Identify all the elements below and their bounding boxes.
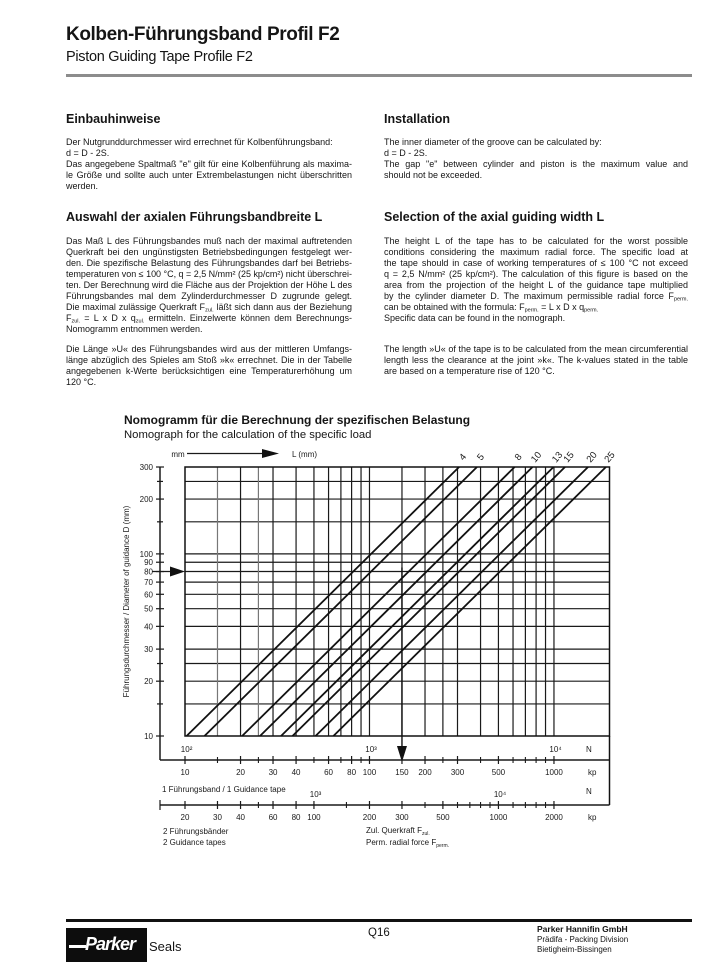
n-unit-2: N: [586, 787, 592, 796]
x2-tick-label-2000: 2000: [545, 813, 563, 822]
n-label-2: 10⁴: [493, 790, 507, 799]
text-line: [66, 280, 352, 291]
y-tick-label-300: 300: [139, 463, 153, 472]
text-segment: by the cylinder diameter D. The maximum permissible radial force F: [384, 291, 674, 301]
l-line-label-15: 15: [561, 449, 577, 465]
text-line: [66, 302, 352, 313]
text-line-content: The length »U« of the tape is to be calculated from the mean circumferential: [384, 344, 688, 354]
text-line: [66, 355, 352, 366]
text-line: [66, 170, 352, 181]
section-body-length-de: [66, 344, 352, 388]
n-label-2: 10³: [309, 790, 322, 799]
text-line-content: [384, 302, 598, 312]
l-line-25: [333, 467, 606, 736]
text-line: [66, 137, 352, 148]
text-line: [384, 280, 688, 291]
text-line: [66, 313, 352, 324]
l-line-20: [316, 467, 589, 736]
x1-tick-label-500: 500: [491, 768, 506, 777]
l-line-15: [292, 467, 565, 736]
y-tick-label-60: 60: [144, 590, 153, 600]
text-line-content: the tape should in case of working temperatures of ≤ 100 °C not exceed: [384, 258, 688, 268]
l-line-label-8: 8: [512, 451, 525, 463]
section-heading-selection-en: Selection of the axial guiding width L: [384, 210, 605, 224]
text-line-content: conditions considering the maximum radial force. The specific load at: [384, 247, 688, 257]
x1-tick-label-40: 40: [291, 768, 301, 777]
force-label-de: [366, 826, 430, 837]
subscript: zul.: [135, 318, 145, 325]
y-tick-label-10: 10: [144, 732, 153, 741]
section-body-installation-de: [66, 137, 352, 192]
text-line-content: länge abzüglich des Spieles am Stoß »k« errechnet. Die in der Tabelle: [66, 355, 352, 365]
text-line-content: The gap "e" between cylinder and piston is the maximum value and: [384, 159, 688, 169]
parker-logo: [66, 928, 147, 962]
x2-unit: kp: [588, 813, 597, 822]
text-line-content: Specific data can be found in the nomograph.: [384, 313, 566, 323]
x1-tick-label-10: 10: [180, 768, 190, 777]
section-heading-selection-de: Auswahl der axialen Führungsbandbreite L: [66, 210, 323, 224]
x1-tick-label-300: 300: [450, 768, 465, 777]
company-division: Prädifa - Packing Division: [537, 935, 629, 944]
x-axis-1-title: 1 Führungsband / 1 Guidance tape: [162, 785, 286, 794]
x1-tick-label-20: 20: [236, 768, 245, 777]
text-line: [384, 236, 688, 247]
text-segment: = L x D x q: [538, 302, 585, 312]
x1-tick-label-60: 60: [324, 768, 334, 777]
text-line: [384, 258, 688, 269]
page-title: Kolben-Führungsband Profil F2: [66, 24, 340, 45]
text-line: [384, 170, 688, 181]
section-body-selection-en: [384, 236, 688, 324]
text-line: [66, 148, 352, 159]
y-tick-label-50: 50: [144, 604, 153, 614]
x2-tick-label-80: 80: [291, 813, 301, 822]
n-label-1: 10³: [365, 745, 377, 754]
nomogram-subtitle: Nomograph for the calculation of the specific load: [124, 429, 372, 441]
force-label-text: Perm. radial force F: [366, 838, 437, 847]
text-line: [384, 344, 688, 355]
text-line-content: are based on a temperature rise of 120 °C.: [384, 366, 555, 376]
example-arrow-d-head-icon: [170, 567, 185, 577]
y-tick-label-200: 200: [139, 495, 153, 505]
subscript: zul.: [205, 307, 214, 314]
text-line-content: [66, 313, 352, 323]
section-body-length-en: [384, 344, 688, 377]
text-line: [384, 159, 688, 170]
text-line-content: length less the clearance at the joint »k«. The k-values stated in the table: [384, 355, 688, 365]
x2-tick-label-200: 200: [362, 813, 377, 822]
text-line: [384, 247, 688, 258]
nomogram-title: Nomogramm für die Berechnung der spezifischen Belastung: [124, 413, 471, 427]
x1-unit: kp: [588, 768, 597, 777]
logo-bar-icon: [69, 945, 86, 948]
x1-tick-label-1000: 1000: [545, 768, 563, 777]
text-segment: = L x D x q: [80, 313, 136, 323]
section-heading-installation-en: Installation: [384, 112, 450, 126]
text-line-content: Die Länge »U« des Führungsbandes wird aus der mittleren Umfangs-: [66, 344, 352, 354]
section-body-selection-de: [66, 236, 352, 335]
x2-tick-label-1000: 1000: [489, 813, 508, 822]
text-line-content: d = D - 2S.: [384, 148, 428, 158]
header-divider: [66, 74, 692, 77]
text-line-content: angegebenen k-Werte berücksichtigen eine Temperaturerhöhung um: [66, 366, 352, 376]
text-line: [66, 258, 352, 269]
x1-tick-label-80: 80: [347, 768, 357, 777]
text-line: [384, 148, 688, 159]
text-line-content: area from the projection of the height L of the guidance tape multiplied: [384, 280, 688, 290]
subscript: perm.: [524, 307, 539, 314]
text-segment: Die maximal zulässige Querkraft F: [66, 302, 206, 312]
text-segment: läßt sich dann aus der Beziehung: [213, 302, 352, 312]
text-line: [66, 181, 352, 192]
footer-divider: [66, 919, 692, 922]
l-line-8: [242, 467, 515, 736]
text-line-content: 120 °C.: [66, 377, 97, 387]
text-line-content: The inner diameter of the groove can be calculated by:: [384, 137, 602, 147]
l-line-label-25: 25: [602, 449, 618, 465]
force-label-subscript: perm.: [436, 843, 450, 849]
text-line-content: d = D - 2S.: [66, 148, 110, 158]
section-body-installation-en: [384, 137, 688, 181]
x-axis-2-title-de: 2 Führungsbänder: [163, 827, 229, 836]
x1-tick-label-100: 100: [362, 768, 377, 777]
text-segment: F: [66, 313, 72, 323]
text-line-content: werden.: [66, 181, 99, 191]
l-line-label-5: 5: [475, 451, 487, 463]
text-line: [384, 291, 688, 302]
y-axis-title: Führungsdurchmesser / Diameter of guidance D (mm): [122, 505, 131, 698]
text-line-content: Führungsbandes mal dem Zylinderdurchmesser D zugrunde gelegt.: [66, 291, 352, 301]
l-line-10: [260, 467, 533, 736]
x-axis-2-title-en: 2 Guidance tapes: [163, 838, 226, 847]
page-subtitle: Piston Guiding Tape Profile F2: [66, 49, 253, 65]
top-label-l: L (mm): [292, 450, 318, 459]
text-line-content: q = 2,5 N/mm² (25 kp/cm²). The calculation of this figure is based on the: [384, 269, 688, 279]
text-line-content: Der Nutgrunddurchmesser wird errechnet für Kolbenführungsband:: [66, 137, 333, 147]
x2-tick-label-20: 20: [180, 813, 190, 822]
text-segment: can be obtained with the formula: F: [384, 302, 525, 312]
n-unit-1: N: [586, 745, 592, 754]
text-line: [384, 302, 688, 313]
y-tick-label-20: 20: [144, 677, 153, 687]
y-tick-label-100: 100: [139, 549, 153, 559]
y-tick-label-30: 30: [144, 645, 153, 655]
force-label-en: [366, 838, 449, 849]
text-line: [66, 236, 352, 247]
x2-tick-label-100: 100: [307, 813, 321, 822]
y-tick-label-90: 90: [144, 558, 153, 568]
x1-tick-label-150: 150: [395, 768, 409, 777]
subscript: perm.: [584, 307, 599, 314]
text-line: [384, 366, 688, 377]
logo-suffix: Seals: [149, 939, 182, 954]
n-label-1: 10²: [180, 745, 193, 754]
x1-tick-label-30: 30: [268, 768, 278, 777]
l-line-label-4: 4: [457, 451, 470, 463]
text-segment: ermitteln. Einzelwerte können dem Berechnungs-: [144, 313, 353, 323]
text-line: [66, 344, 352, 355]
x2-tick-label-40: 40: [236, 813, 245, 822]
l-line-label-20: 20: [584, 449, 600, 465]
top-arrow-head-icon: [262, 449, 279, 458]
text-line-content: ten. Der Berechnung wird die Fläche aus der Projektion der Höhe L des: [66, 280, 352, 290]
text-line: [66, 269, 352, 280]
x1-tick-label-200: 200: [418, 768, 432, 777]
text-line: [384, 137, 688, 148]
force-label-text: Zul. Querkraft F: [366, 826, 423, 835]
n-label-1: 10⁴: [549, 745, 562, 754]
y-tick-label-80: 80: [144, 567, 153, 577]
text-line-content: den. Die spezifische Belastung des Führungsbandes darf bei Betriebs-: [66, 258, 352, 268]
text-line-content: Querkraft bei den ungünstigsten Betriebsbedingungen festgelegt wer-: [66, 247, 352, 257]
text-line-content: Nomogramm entnommen werden.: [66, 324, 203, 334]
subscript: perm.: [673, 296, 688, 303]
text-line-content: Das angegebene Spaltmaß "e" gilt für eine Kolbenführung als maxima-: [66, 159, 352, 169]
text-line: [66, 247, 352, 258]
subscript: zul.: [71, 318, 81, 325]
l-line-label-13: 13: [549, 449, 566, 465]
x2-tick-label-60: 60: [268, 813, 278, 822]
text-line-content: Das Maß L des Führungsbandes muß nach der maximal auftretenden: [66, 236, 352, 246]
text-line: [66, 159, 352, 170]
text-line-content: [384, 291, 688, 301]
text-line-content: le Größe und sollte auch unter Extrembelastungen nicht überschritten: [66, 170, 352, 180]
company-name: Parker Hannifin GmbH: [537, 924, 628, 934]
x2-tick-label-30: 30: [213, 813, 222, 822]
force-label-subscript: zul.: [422, 831, 430, 837]
l-line-label-10: 10: [528, 449, 545, 465]
logo-text: Parker: [85, 934, 136, 954]
nomogram-chart: [0, 440, 720, 860]
top-label-mm: mm: [171, 450, 185, 459]
text-line: [384, 313, 688, 324]
section-heading-installation-de: Einbauhinweise: [66, 112, 161, 126]
text-line: [384, 355, 688, 366]
text-line: [66, 377, 352, 388]
company-location: Bietigheim-Bissingen: [537, 945, 612, 954]
text-line-content: temperaturen von ≤ 100 °C, q = 2,5 N/mm² (25 kp/cm²) nicht überschrei-: [66, 269, 352, 279]
text-line: [66, 291, 352, 302]
y-tick-label-40: 40: [144, 622, 153, 632]
text-line-content: The height L of the tape has to be calculated for the worst possible: [384, 236, 688, 246]
page-number: Q16: [368, 927, 390, 939]
y-tick-label-70: 70: [144, 578, 153, 588]
text-line: [66, 366, 352, 377]
x2-tick-label-300: 300: [395, 813, 409, 822]
x2-tick-label-500: 500: [436, 813, 450, 822]
text-line: [384, 269, 688, 280]
text-line-content: should not be exceeded.: [384, 170, 483, 180]
text-line-content: [66, 302, 352, 312]
text-line: [66, 324, 352, 335]
